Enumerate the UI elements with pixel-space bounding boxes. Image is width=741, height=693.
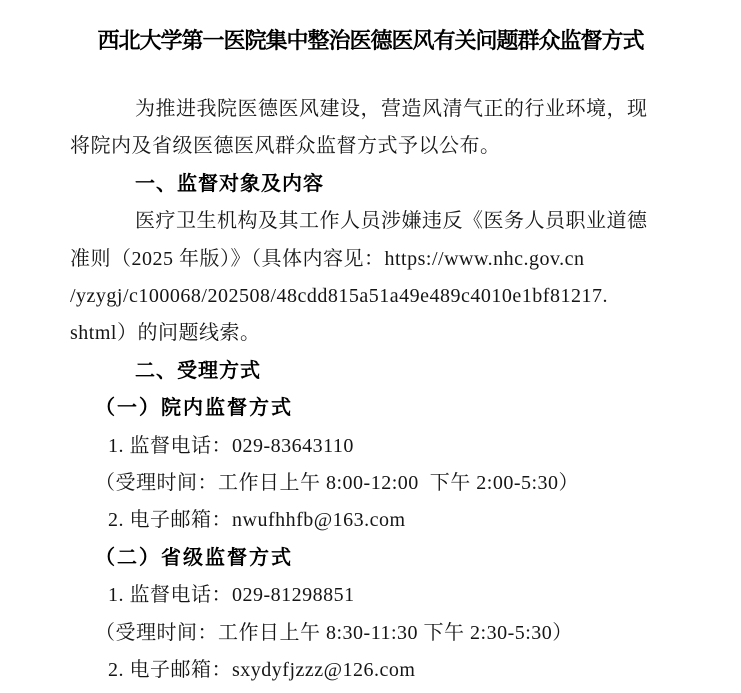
- section-1-body-line-2: 准则（2025 年版）》（具体内容见：https://www.nhc.gov.cn: [70, 247, 585, 270]
- hospital-hours-line: （受理时间：工作日上午 8:00-12:00 下午 2:00-5:30）: [95, 472, 580, 495]
- provincial-hours-line: （受理时间：工作日上午 8:30-11:30 下午 2:30-5:30）: [95, 621, 573, 644]
- provincial-phone-line: 1. 监督电话：029-81298851: [108, 584, 355, 607]
- section-2-heading: 二、受理方式: [135, 359, 261, 382]
- notice-title: 西北大学第一医院集中整治医德医风有关问题群众监督方式: [97, 28, 644, 53]
- hospital-subsection-heading: （一）院内监督方式: [95, 397, 293, 420]
- intro-line-2: 将院内及省级医德医风群众监督方式予以公布。: [70, 135, 501, 158]
- hospital-phone-line: 1. 监督电话：029-83643110: [108, 434, 354, 457]
- hospital-email-line: 2. 电子邮箱：nwufhhfb@163.com: [108, 509, 406, 532]
- provincial-email-line: 2. 电子邮箱：sxydyfjzzz@126.com: [108, 659, 416, 682]
- provincial-subsection-heading: （二）省级监督方式: [95, 546, 293, 569]
- intro-line-1: 为推进我院医德医风建设，营造风清气正的行业环境，现: [135, 98, 648, 120]
- section-1-body-line-3-url: /yzygj/c100068/202508/48cdd815a51a49e489c4010e1bf81217.: [70, 285, 608, 308]
- notice-body: [0, 91, 650, 690]
- section-1-heading: 一、监督对象及内容: [135, 172, 324, 195]
- section-1-body-line-4: shtml）的问题线索。: [70, 322, 261, 345]
- section-1-body-line-1: 医疗卫生机构及其工作人员涉嫌违反《医务人员职业道德: [135, 210, 648, 233]
